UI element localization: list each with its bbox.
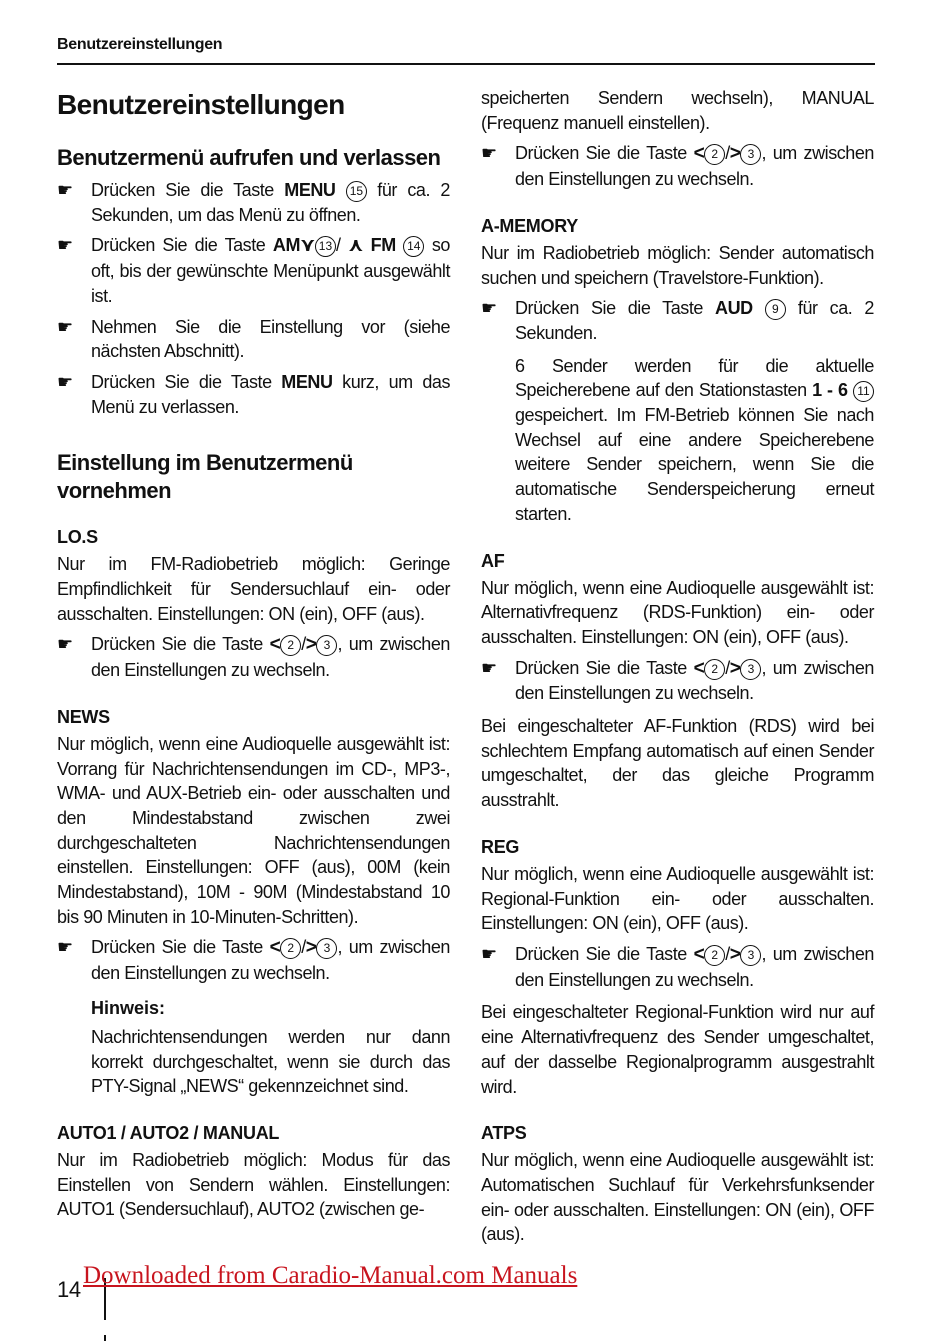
key-menu: MENU <box>281 371 333 392</box>
page-title: Benutzereinstellungen <box>57 89 345 120</box>
download-watermark-link[interactable]: Downloaded from Caradio-Manual.com Manuals <box>83 1262 578 1289</box>
button-number-badge: 2 <box>280 635 301 656</box>
button-number-badge: 9 <box>765 299 786 320</box>
left-arrow-icon: < <box>693 143 705 165</box>
right-column <box>481 86 874 1247</box>
section-title-settings: Einstellung im Benutzermenü vornehmen <box>57 450 353 504</box>
key-fm: FM <box>370 235 396 256</box>
auto-description-continued: speicherten Sendern wechseln), MANUAL (Frequenz manuell einstellen). <box>481 88 874 133</box>
left-arrow-icon: < <box>693 657 705 679</box>
button-number-badge: 3 <box>740 945 761 966</box>
subsection-title-news: NEWS <box>57 706 110 727</box>
bullet-open-menu: ☛ Drücken Sie die Taste MENU 15 für ca. 2 Sekunden, um das Menü zu öffnen. <box>57 180 450 225</box>
bullet-af-switch: ☛ Drücken Sie die Taste < 2 /> 3 , um zwischen den Einstellungen zu wechseln. <box>481 657 874 704</box>
bullet-close-menu: ☛ Drücken Sie die Taste MENU kurz, um das Menü zu verlassen. <box>57 371 450 417</box>
subsection-title-los: LO.S <box>57 527 98 548</box>
right-arrow-icon: > <box>305 937 317 959</box>
note-text: Nachrichtensendungen werden nur dann korrekt durchgeschaltet, wenn sie durch das PTY-Signal „NEWS“ gekennzeichnet sind. <box>91 1026 450 1097</box>
subsection-title-auto: AUTO1 / AUTO2 / MANUAL <box>57 1122 280 1143</box>
button-number-badge: 2 <box>704 945 725 966</box>
hand-pointer-icon: ☛ <box>57 235 73 256</box>
news-description: Nur möglich, wenn eine Audioquelle ausgewählt ist: Vorrang für Nachrichtensendungen im CD-, MP3-, WMA- und AUX-Betrieb ein- oder ausschalten und den Mindestabstand zwischen zwei durchgeschalteten Nachrichtensendungen einstellen. Einstellungen: OFF (aus), 00M (kein Mindestabstand), 10M - 90M (Mindestabstand 10 bis 90 Minuten in 10-Minuten-Schritten). <box>57 733 450 927</box>
button-number-badge: 3 <box>740 659 761 680</box>
button-number-badge: 3 <box>316 938 337 959</box>
left-arrow-icon: < <box>269 634 281 656</box>
bullet-select-item: ☛ Drücken Sie die Taste AM⋎ 13 / ⋏ FM 14 so oft, bis der gewünschte Menüpunkt ausgewählt ist. <box>57 235 450 306</box>
bullet-news-switch: ☛ Drücken Sie die Taste < 2 /> 3 , um zwischen den Einstellungen zu wechseln. <box>57 937 450 984</box>
right-arrow-icon: > <box>729 143 741 165</box>
hand-pointer-icon: ☛ <box>57 180 73 200</box>
page-number: 14 <box>57 1277 81 1302</box>
hand-pointer-icon: ☛ <box>57 371 73 392</box>
af-description: Nur möglich, wenn eine Audioquelle ausgewählt ist: Alternativfrequenz (RDS-Funktion) ein- oder ausschalten. Einstellungen: ON (ein), OFF (aus). <box>481 577 874 647</box>
button-number-badge: 3 <box>316 635 337 656</box>
button-number-badge: 2 <box>704 659 725 680</box>
amemory-description: Nur im Radiobetrieb möglich: Sender automatisch suchen und speichern (Travelstore-Funktion). <box>481 242 874 288</box>
hand-pointer-icon: ☛ <box>481 143 497 164</box>
bullet-los-switch: ☛ Drücken Sie die Taste < 2 /> 3 , um zwischen den Einstellungen zu wechseln. <box>57 634 450 681</box>
left-column <box>57 86 450 1222</box>
left-arrow-icon: < <box>269 937 281 959</box>
running-header: Benutzereinstellungen <box>57 36 875 65</box>
hand-pointer-icon: ☛ <box>481 943 497 964</box>
bullet-adjust: ☛ Nehmen Sie die Einstellung vor (siehe nächsten Abschnitt). <box>57 316 450 362</box>
down-arrow-icon: ⋎ <box>300 235 315 257</box>
atps-description: Nur möglich, wenn eine Audioquelle ausgewählt ist: Automatischen Suchlauf für Verkehrsfunksender ein- oder ausschalten. Einstellungen: ON (ein), OFF (aus). <box>481 1150 874 1245</box>
hand-pointer-icon: ☛ <box>481 298 497 319</box>
bullet-amemory-press: ☛ Drücken Sie die Taste AUD 9 für ca. 2 Sekunden. <box>481 298 874 343</box>
bullet-auto-switch: ☛ Drücken Sie die Taste < 2 /> 3 , um zwischen den Einstellungen zu wechseln. <box>481 143 874 190</box>
right-arrow-icon: > <box>305 634 317 656</box>
button-number-badge: 14 <box>403 236 424 257</box>
footer-tick <box>104 1335 106 1341</box>
subsection-title-af: AF <box>481 550 505 571</box>
button-number-badge: 13 <box>315 236 336 257</box>
hand-pointer-icon: ☛ <box>57 634 73 655</box>
hand-pointer-icon: ☛ <box>57 316 73 337</box>
key-am: AM <box>272 235 300 256</box>
note-title: Hinweis: <box>91 997 166 1018</box>
subsection-title-amemory: A-MEMORY <box>481 215 578 236</box>
button-number-badge: 2 <box>704 144 725 165</box>
button-number-badge: 3 <box>740 144 761 165</box>
af-explanation: Bei eingeschalteter AF-Funktion (RDS) wird bei schlechtem Empfang automatisch auf einen Sender umgeschaltet, der das gleiche Programm ausstrahlt. <box>481 716 874 811</box>
button-number-badge: 11 <box>853 381 874 402</box>
reg-description: Nur möglich, wenn eine Audioquelle ausgewählt ist: Regional-Funktion ein- oder ausschalten. Einstellungen: ON (ein), OFF (aus). <box>481 863 874 934</box>
button-number-badge: 2 <box>280 938 301 959</box>
bullet-reg-switch: ☛ Drücken Sie die Taste < 2 /> 3 , um zwischen den Einstellungen zu wechseln. <box>481 943 874 990</box>
amemory-detail: 6 Sender werden für die aktuelle Speicherebene auf den Stationstasten 1 - 6 11 gespeichert. Im FM-Betrieb können Sie nach Wechsel auf eine andere Speicherebene weitere Sender speichern, wenn Sie die automatische Senderspeicherung erneut starten. <box>515 355 874 524</box>
auto-description: Nur im Radiobetrieb möglich: Modus für das Einstellen von Sendern wählen. Einstellungen: AUTO1 (Sendersuchlauf), AUTO2 (zwischen ge- <box>57 1149 450 1220</box>
up-arrow-icon: ⋏ <box>348 235 364 257</box>
subsection-title-reg: REG <box>481 836 520 857</box>
hand-pointer-icon: ☛ <box>481 657 497 678</box>
subsection-title-atps: ATPS <box>481 1123 527 1144</box>
button-number-badge: 15 <box>346 181 367 202</box>
hand-pointer-icon: ☛ <box>57 937 73 958</box>
key-aud: AUD <box>715 298 753 319</box>
right-arrow-icon: > <box>729 943 741 965</box>
los-description: Nur im FM-Radiobetrieb möglich: Geringe Empfindlichkeit für Sendersuchlauf ein- oder ausschalten. Einstellungen: ON (ein), OFF (aus). <box>57 554 450 624</box>
section-title-menu: Benutzermenü aufrufen und verlassen <box>57 145 441 170</box>
key-station-buttons: 1 - 6 <box>812 380 848 401</box>
right-arrow-icon: > <box>729 657 741 679</box>
key-menu: MENU <box>284 180 336 200</box>
reg-explanation: Bei eingeschalteter Regional-Funktion wird nur auf eine Alternativfrequenz des Sender umgeschaltet, auf der dasselbe Regionalprogramm ausgestrahlt wird. <box>481 1002 874 1097</box>
left-arrow-icon: < <box>693 943 705 965</box>
